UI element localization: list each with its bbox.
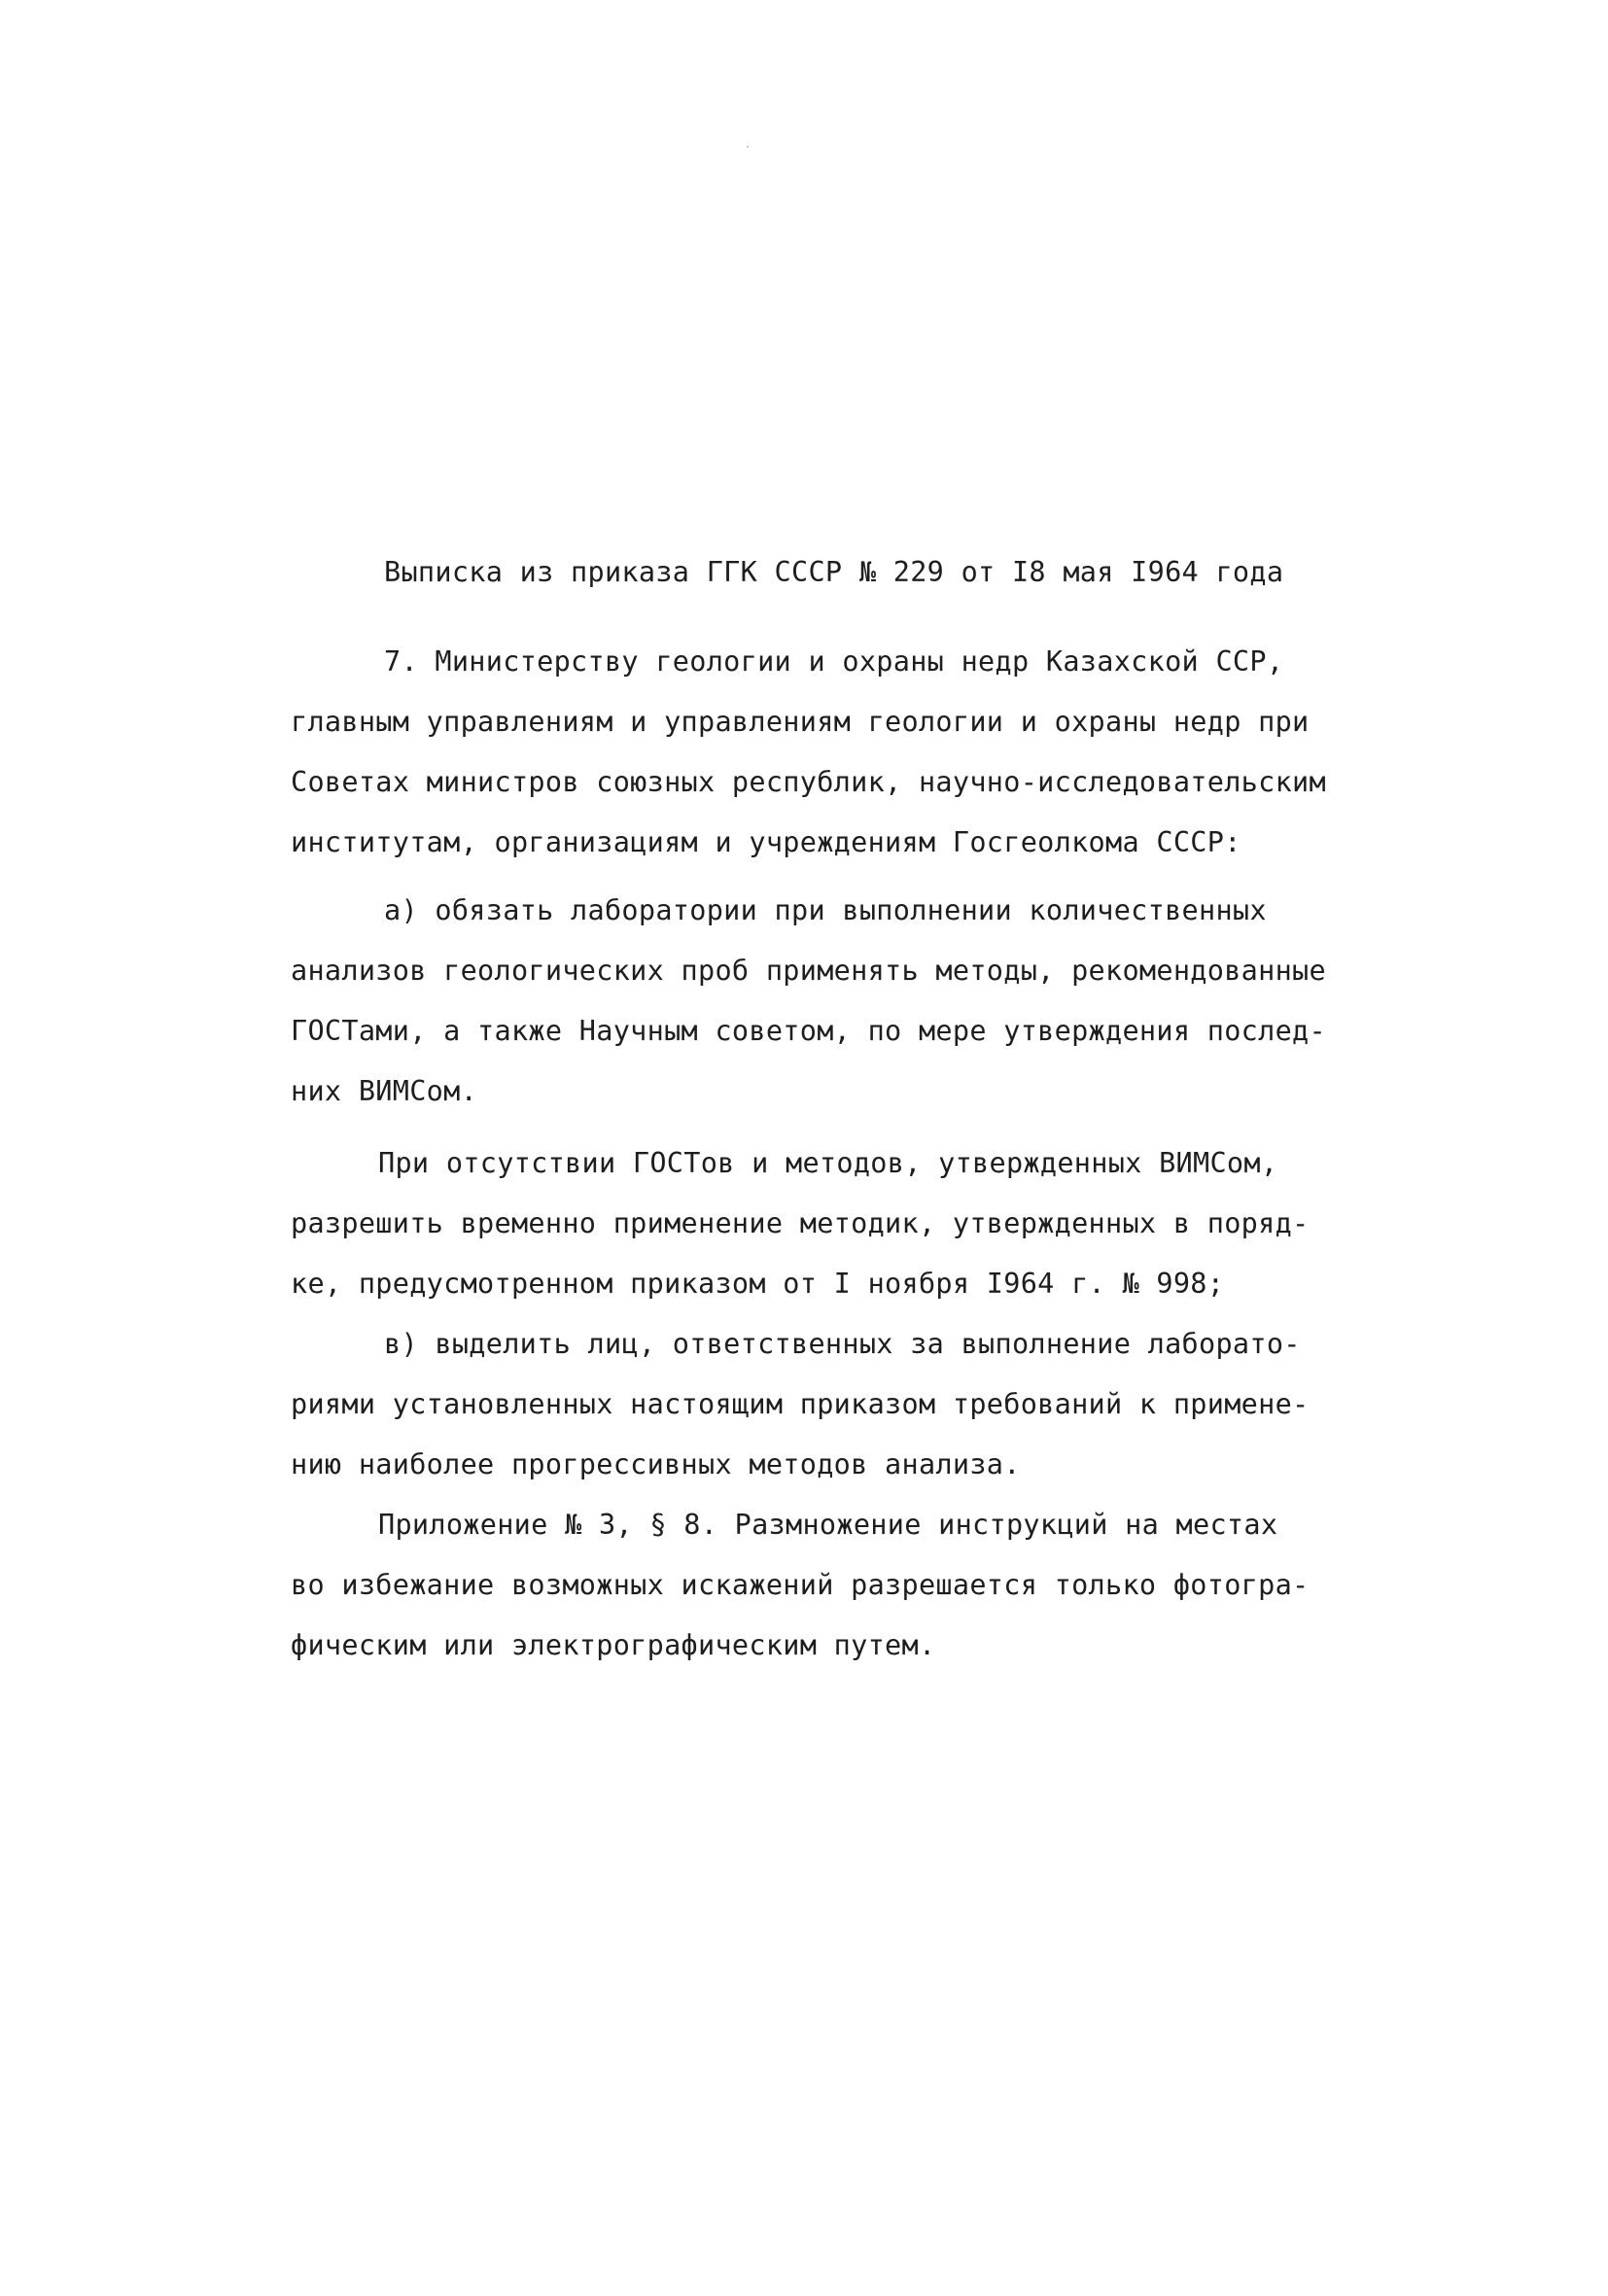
paragraph-line: главным управлениям и управлениям геологии и охраны недр при <box>291 706 1310 738</box>
paragraph-line: Приложение № 3, § 8. Размножение инструкций на местах <box>378 1509 1278 1541</box>
paragraph-line: анализов геологических проб применять методы, рекомендованные <box>291 955 1326 987</box>
scan-speck <box>747 146 749 148</box>
paragraph-line: во избежание возможных искажений разрешается только фотогра- <box>291 1569 1310 1601</box>
paragraph-line: разрешить временно применение методик, утвержденных в поряд- <box>291 1207 1310 1239</box>
paragraph-line: нию наиболее прогрессивных методов анализа. <box>291 1448 1021 1480</box>
paragraph-line: в) выделить лиц, ответственных за выполнение лаборато- <box>384 1328 1301 1360</box>
paragraph-line: ке, предусмотренном приказом от I ноября I964 г. № 998; <box>291 1268 1225 1300</box>
paragraph-line: фическим или электрографическим путем. <box>291 1629 936 1661</box>
paragraph-line: Советах министров союзных республик, научно-исследовательским <box>291 766 1326 798</box>
document-heading: Выписка из приказа ГГК СССР № 229 от I8 мая I964 года <box>384 556 1284 588</box>
paragraph-line: институтам, организациям и учреждениям Госгеолкома СССР: <box>291 826 1241 858</box>
paragraph-line: 7. Министерству геологии и охраны недр Казахской ССР, <box>384 645 1284 678</box>
paragraph-line: них ВИМСом. <box>291 1075 478 1107</box>
paragraph-line: а) обязать лаборатории при выполнении количественных <box>384 894 1267 926</box>
paragraph-line: ГОСТами, а также Научным советом, по мере утверждения послед- <box>291 1015 1326 1047</box>
paragraph-line: риями установленных настоящим приказом требований к примене- <box>291 1388 1310 1420</box>
paragraph-line: При отсутствии ГОСТов и методов, утвержденных ВИМСом, <box>378 1147 1278 1179</box>
